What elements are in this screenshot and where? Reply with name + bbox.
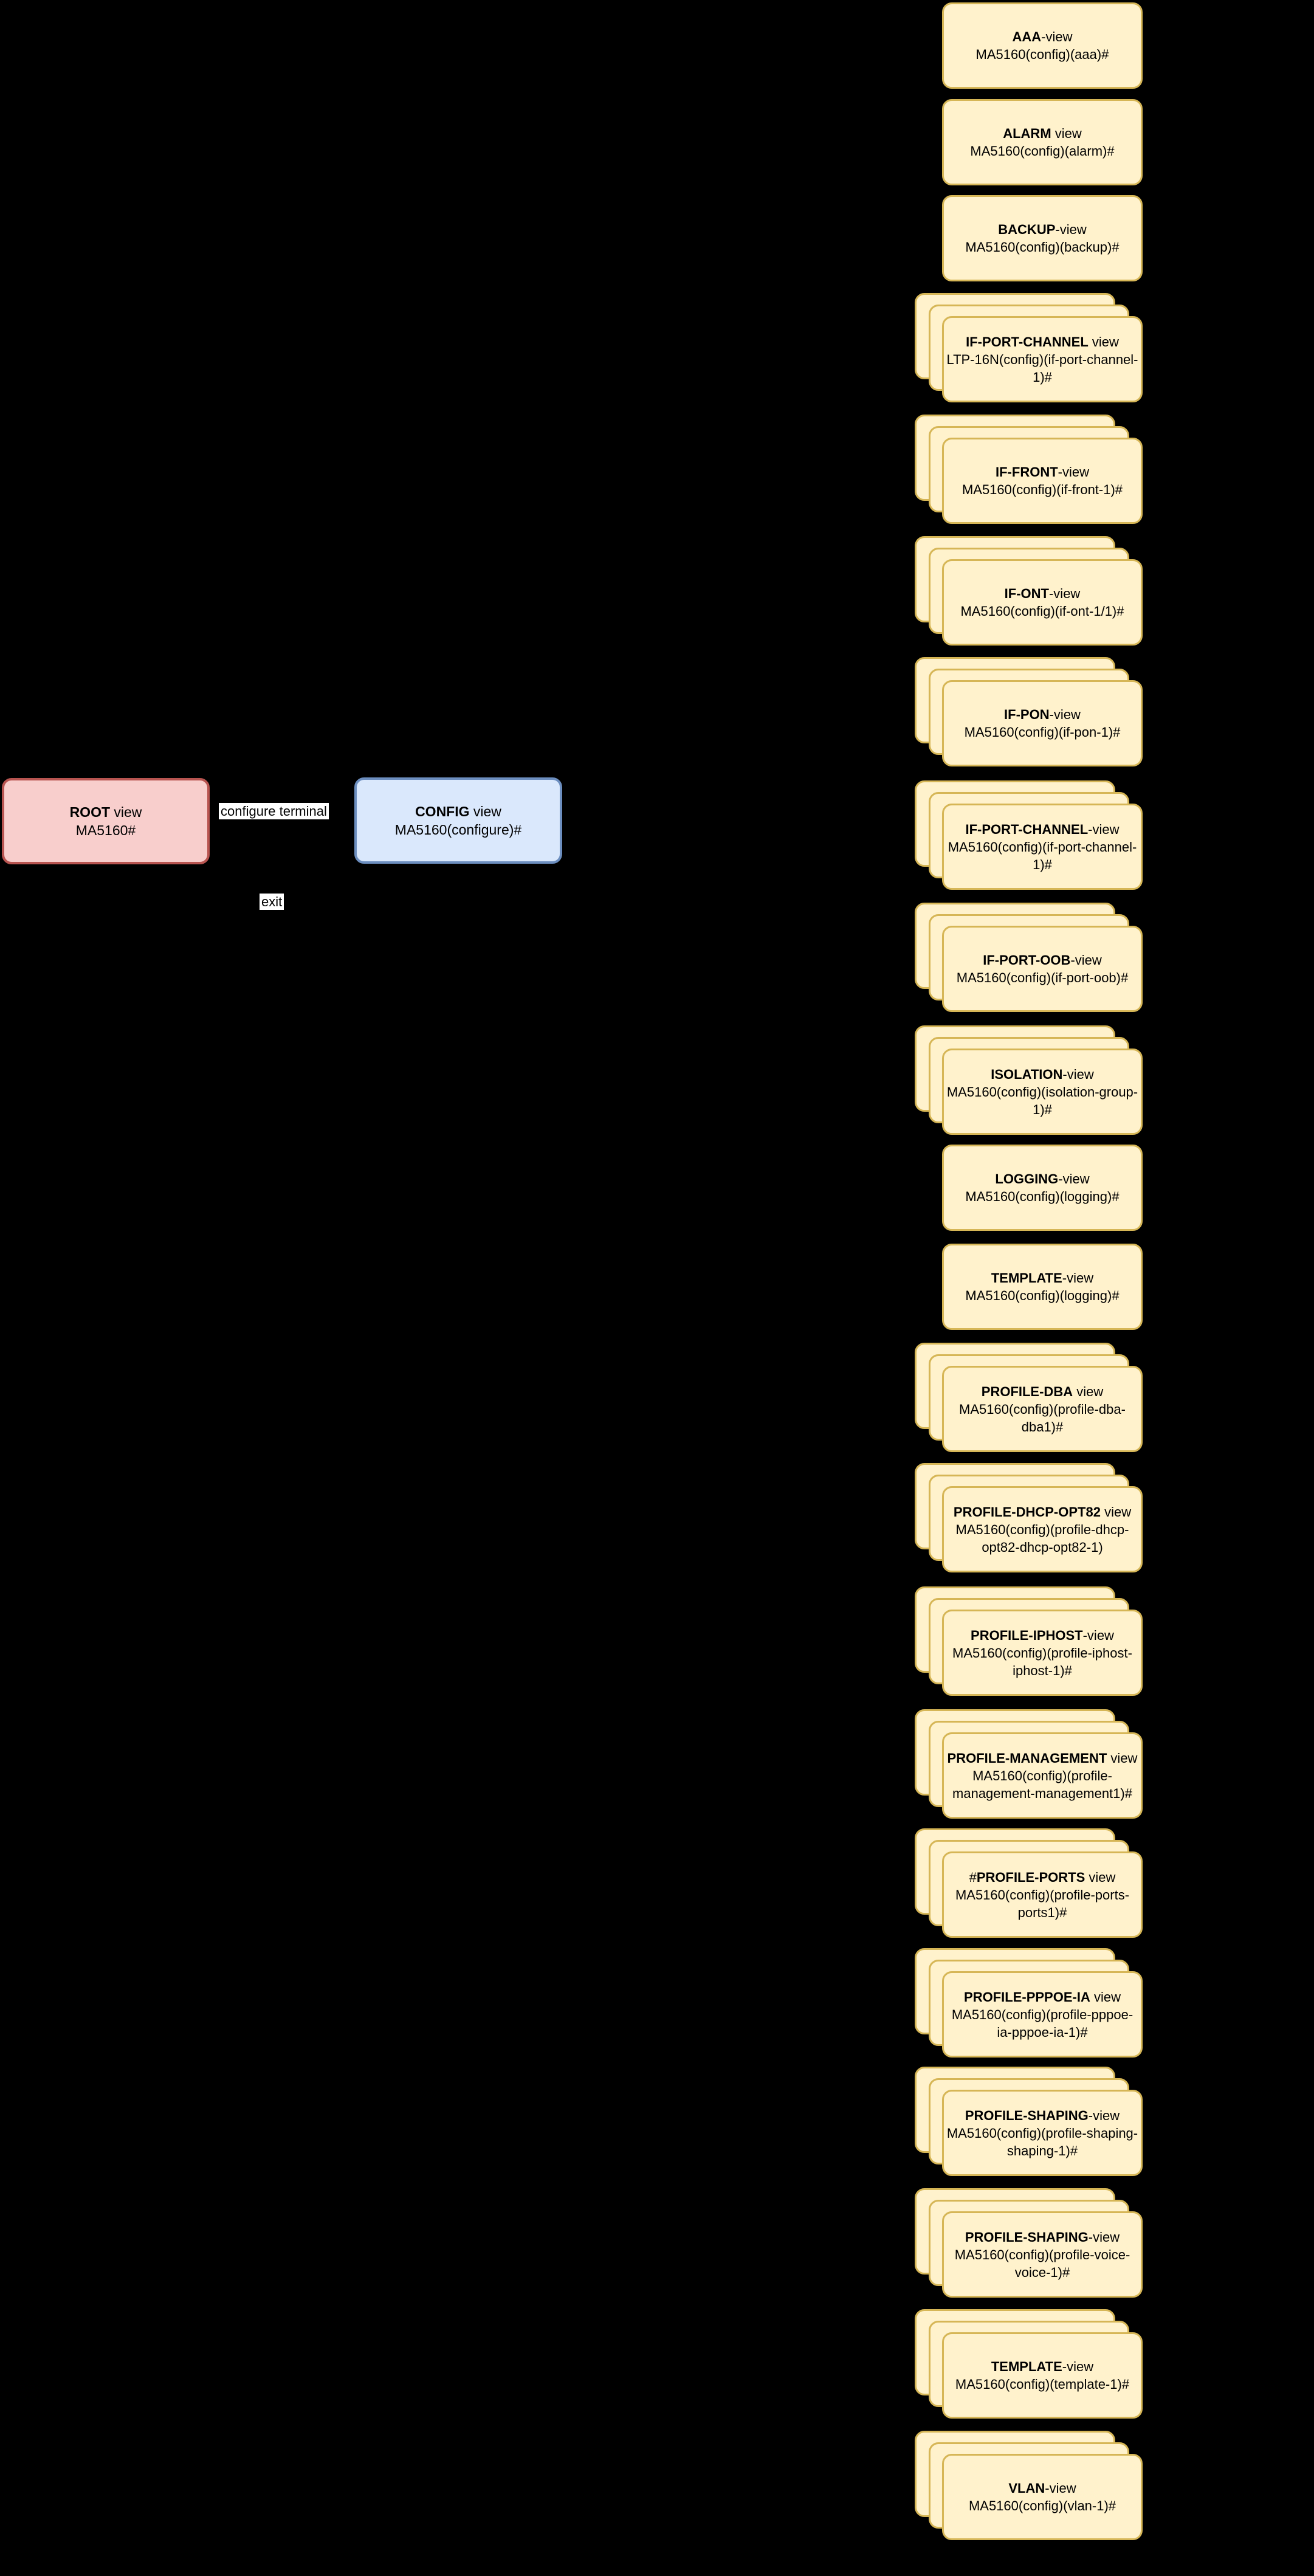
view-title: [946, 585, 1138, 602]
view-title: [946, 28, 1138, 46]
view-title-suffix: view: [1090, 1989, 1121, 2005]
view-node-profile-shaping: [942, 2090, 1143, 2176]
view-prompt: MA5160(config)(template-1)#: [955, 2377, 1130, 2392]
view-title: [946, 1749, 1138, 1767]
view-title: [946, 706, 1138, 723]
view-title: [946, 1988, 1138, 2006]
view-title-suffix: -view: [1062, 1066, 1094, 1082]
view-node-isolation: [942, 1049, 1143, 1135]
view-node-profile-shaping: [942, 2211, 1143, 2298]
view-title-suffix: -view: [1088, 821, 1120, 837]
view-node-if-port-oob: [942, 926, 1143, 1012]
view-title-name: IF-ONT: [1004, 586, 1049, 601]
view-box-if-pon: [942, 680, 1143, 766]
view-title-name: VLAN: [1008, 2481, 1045, 2496]
view-title: [946, 1066, 1138, 1083]
view-title-suffix: -view: [1055, 222, 1087, 237]
view-title: [946, 1383, 1138, 1400]
view-title-name: ALARM: [1003, 126, 1051, 141]
view-title-name: PROFILE-SHAPING: [965, 2229, 1089, 2245]
view-node-profile-dhcp-opt82: [942, 1486, 1143, 1572]
view-node-if-ont: [942, 559, 1143, 646]
view-title: [946, 2228, 1138, 2246]
view-title-suffix: view: [1088, 334, 1119, 350]
view-title: [946, 951, 1138, 969]
view-title-suffix: -view: [1058, 464, 1089, 480]
view-box-if-port-oob: [942, 926, 1143, 1012]
view-title: [946, 1627, 1138, 1644]
view-box-logging: [942, 1145, 1143, 1231]
view-node-profile-ports: [942, 1851, 1143, 1938]
view-box-template: [942, 1244, 1143, 1330]
view-title-suffix: view: [1085, 1869, 1116, 1885]
view-title: [946, 1170, 1138, 1188]
view-prompt: MA5160(config)(if-port-oob)#: [956, 970, 1129, 985]
root-view-title: ROOT view: [69, 804, 142, 820]
view-prompt: MA5160(config)(alarm)#: [970, 143, 1115, 159]
view-title: [946, 333, 1138, 351]
view-node-if-port-channel: [942, 316, 1143, 402]
view-title-name: LOGGING: [995, 1171, 1059, 1186]
view-prompt: MA5160(config)(if-front-1)#: [961, 482, 1123, 497]
view-prompt: MA5160(config)(backup)#: [965, 239, 1120, 255]
view-title-suffix: -view: [1070, 952, 1102, 968]
view-box-profile-iphost: [942, 1610, 1143, 1696]
view-title: [946, 125, 1138, 142]
view-box-profile-dba: [942, 1366, 1143, 1452]
view-node-if-pon: [942, 680, 1143, 766]
view-title-suffix: -view: [1062, 1270, 1094, 1286]
view-title-name: PROFILE-SHAPING: [965, 2107, 1089, 2123]
view-box-isolation: [942, 1049, 1143, 1135]
edge-label-configure-terminal: configure terminal: [219, 803, 329, 819]
view-box-profile-management: [942, 1732, 1143, 1819]
view-box-profile-ports: [942, 1851, 1143, 1938]
view-box-profile-shaping: [942, 2211, 1143, 2298]
view-box-profile-shaping: [942, 2090, 1143, 2176]
view-prompt: MA5160(config)(if-pon-1)#: [964, 725, 1121, 740]
view-title-suffix: -view: [1048, 586, 1081, 601]
view-box-aaa: [942, 2, 1143, 89]
view-title: [946, 821, 1138, 838]
view-prompt: MA5160(config)(profile-dba-dba1)#: [959, 1401, 1126, 1434]
view-title-name: IF-PORT-CHANNEL: [965, 821, 1089, 837]
view-box-if-port-channel: [942, 804, 1143, 890]
view-title-suffix: -view: [1088, 2229, 1120, 2245]
view-title-name: PROFILE-PPPOE-IA: [964, 1989, 1090, 2005]
view-box-alarm: [942, 99, 1143, 185]
view-title-suffix: -view: [1041, 29, 1073, 44]
view-prompt: MA5160(config)(profile-iphost-iphost-1)#: [952, 1645, 1132, 1678]
view-prompt: MA5160(config)(vlan-1)#: [968, 2498, 1116, 2513]
view-title-prefix: #: [969, 1869, 977, 1885]
view-title-suffix: -view: [1045, 2481, 1076, 2496]
root-view-node: [2, 778, 210, 864]
view-box-profile-dhcp-opt82: [942, 1486, 1143, 1572]
view-title-suffix: view: [1073, 1383, 1104, 1399]
view-title: [946, 463, 1138, 481]
view-prompt: MA5160(config)(isolation-group-1)#: [946, 1084, 1138, 1117]
view-title-name: PROFILE-PORTS: [976, 1869, 1085, 1885]
view-node-template: [942, 1244, 1143, 1330]
view-node-if-port-channel: [942, 804, 1143, 890]
view-prompt: MA5160(config)(profile-ports-ports1)#: [955, 1887, 1130, 1920]
view-title-name: IF-PORT-OOB: [983, 952, 1071, 968]
view-prompt: MA5160(config)(profile-management-management1)#: [952, 1768, 1132, 1801]
view-prompt: MA5160(config)(profile-voice-voice-1)#: [954, 2247, 1130, 2280]
view-prompt: MA5160(config)(logging)#: [965, 1189, 1120, 1204]
view-title-suffix: -view: [1088, 2107, 1120, 2123]
view-prompt: MA5160(config)(profile-pppoe-ia-pppoe-ia-1)#: [951, 2006, 1133, 2040]
view-title-suffix: -view: [1062, 2359, 1094, 2374]
view-node-profile-iphost: [942, 1610, 1143, 1696]
view-prompt: MA5160(config)(profile-dhcp-opt82-dhcp-opt82-1): [955, 1521, 1129, 1555]
view-title: [946, 2479, 1138, 2497]
view-box-if-front: [942, 438, 1143, 524]
view-box-if-ont: [942, 559, 1143, 646]
view-box-if-port-channel: [942, 316, 1143, 402]
view-title-name: IF-PORT-CHANNEL: [966, 334, 1089, 350]
view-node-alarm: [942, 99, 1143, 185]
view-title-name: IF-PON: [1004, 707, 1050, 722]
view-node-profile-pppoe-ia: [942, 1971, 1143, 2058]
view-node-aaa: [942, 2, 1143, 89]
view-title-name: BACKUP: [998, 222, 1056, 237]
view-title: [946, 1503, 1138, 1521]
view-title-suffix: -view: [1058, 1171, 1090, 1186]
view-node-backup: [942, 195, 1143, 281]
view-title: [946, 2358, 1138, 2375]
config-view-node: [354, 777, 562, 864]
view-title-name: PROFILE-DHCP-OPT82: [953, 1504, 1101, 1520]
edge-label-exit: exit: [260, 894, 284, 910]
view-prompt: MA5160(config)(if-ont-1/1)#: [960, 604, 1124, 619]
view-title-name: PROFILE-DBA: [981, 1383, 1073, 1399]
view-title-name: IF-FRONT: [996, 464, 1058, 480]
view-node-if-front: [942, 438, 1143, 524]
view-node-profile-management: [942, 1732, 1143, 1819]
view-title-name: ISOLATION: [991, 1066, 1063, 1082]
view-prompt: MA5160(config)(logging)#: [965, 1288, 1120, 1303]
view-box-vlan: [942, 2454, 1143, 2540]
view-prompt: MA5160(config)(if-port-channel-1)#: [948, 839, 1137, 872]
view-title: [946, 1269, 1138, 1287]
view-node-vlan: [942, 2454, 1143, 2540]
config-view-prompt: MA5160(configure)#: [394, 822, 522, 838]
view-title: [946, 221, 1138, 238]
view-title-suffix: -view: [1082, 1627, 1114, 1643]
view-node-profile-dba: [942, 1366, 1143, 1452]
view-title-suffix: view: [1107, 1750, 1138, 1766]
view-box-profile-pppoe-ia: [942, 1971, 1143, 2058]
view-title-suffix: -view: [1049, 707, 1081, 722]
view-prompt: MA5160(config)(aaa)#: [975, 47, 1109, 62]
view-node-logging: [942, 1145, 1143, 1231]
view-title-suffix: view: [1100, 1504, 1132, 1520]
config-view-title: CONFIG view: [415, 804, 501, 819]
view-title-name: AAA: [1012, 29, 1042, 44]
view-title-name: PROFILE-MANAGEMENT: [947, 1750, 1107, 1766]
view-box-template: [942, 2332, 1143, 2419]
view-box-backup: [942, 195, 1143, 281]
view-title-name: PROFILE-IPHOST: [971, 1627, 1083, 1643]
view-title: [946, 2107, 1138, 2124]
view-title-name: TEMPLATE: [991, 2359, 1062, 2374]
view-prompt: LTP-16N(config)(if-port-channel-1)#: [946, 351, 1138, 385]
view-title: [946, 1868, 1138, 1886]
view-node-template: [942, 2332, 1143, 2419]
view-title-suffix: view: [1051, 126, 1082, 141]
view-prompt: MA5160(config)(profile-shaping-shaping-1)#: [946, 2125, 1138, 2158]
view-title-name: TEMPLATE: [991, 1270, 1062, 1286]
root-view-prompt: MA5160#: [75, 822, 136, 838]
